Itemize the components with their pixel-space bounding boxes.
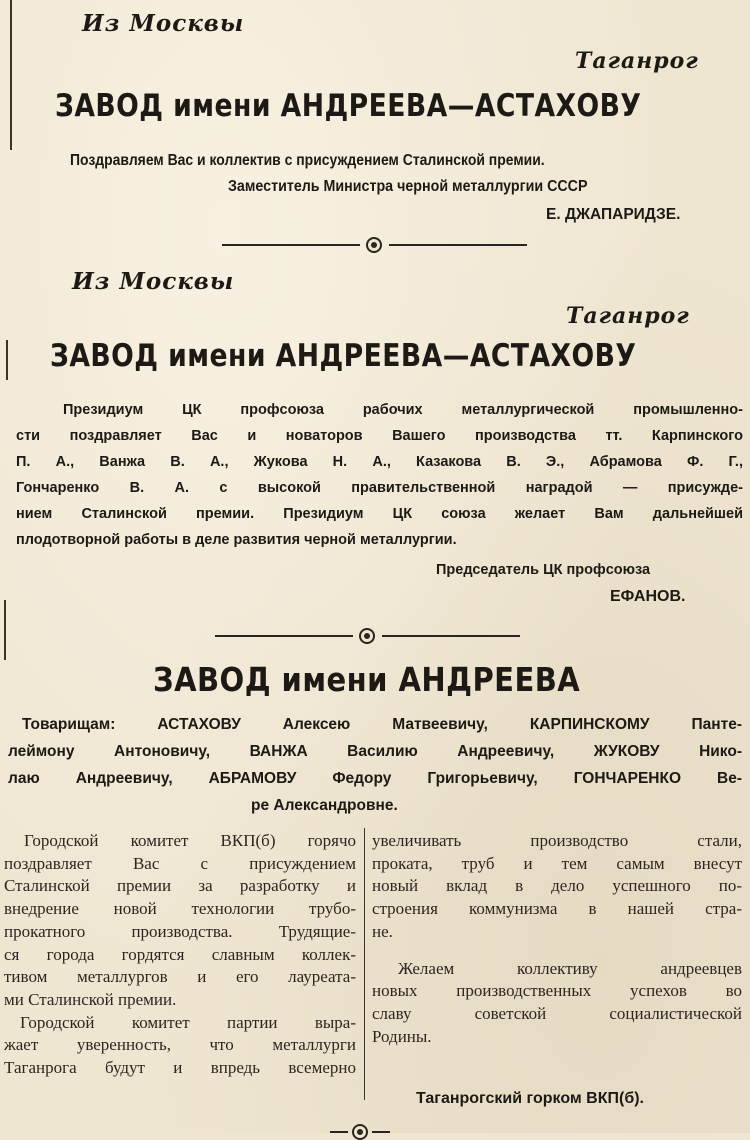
column-line: увеличивать производство стали, xyxy=(372,831,742,850)
signature-title: Председатель ЦК профсоюза xyxy=(436,562,651,578)
column-line: строения коммунизма в нашей стра- xyxy=(372,899,742,919)
signature-name: Е. ДЖАПАРИДЗЕ. xyxy=(546,206,681,223)
left-margin-rule xyxy=(10,0,12,150)
column-line: поздравляет Вас с присуждением xyxy=(4,853,356,873)
telegram-body-line: Гончаренко В. А. с высокой правительственной наградой — присужде- xyxy=(16,480,743,496)
origin-line: Из Москвы xyxy=(82,10,245,37)
destination-line: Таганрог xyxy=(575,48,699,74)
telegram-body-line: П. А., Ванжа В. А., Жукова Н. А., Казакова В. Э., Абрамова Ф. Г., xyxy=(16,454,743,470)
column-line: Желаем коллективу андреевцев xyxy=(398,958,742,978)
column-line: жает уверенность, что металлурги xyxy=(4,1035,356,1055)
signature-name: ЕФАНОВ. xyxy=(610,588,686,605)
telegram-body-line: сти поздравляет Вас и новаторов Вашего производства тт. Карпинского xyxy=(16,428,743,444)
telegram-headline: ЗАВОД имени АНДРЕЕВА xyxy=(153,660,581,699)
telegram-body-line: Поздравляем Вас и коллектив с присуждением Сталинской премии. xyxy=(70,152,545,169)
column-line: новый вклад в дело успешного по- xyxy=(372,876,742,896)
column-line: Сталинской премии за разработку и xyxy=(4,876,356,896)
column-line: Таганрога будут и впредь всемерно xyxy=(4,1058,356,1078)
section-separator xyxy=(330,1124,390,1140)
column-line: ся города гордятся славным коллек- xyxy=(4,944,356,964)
telegram-body-line: Президиум ЦК профсоюза рабочих металлургической промышленно- xyxy=(63,402,743,418)
column-line: Городской комитет ВКП(б) горячо xyxy=(24,831,356,850)
address-line: Товарищам: АСТАХОВУ Алексею Матвеевичу, КАРПИНСКОМУ Панте- xyxy=(22,716,742,733)
address-line: леймону Антоновичу, ВАНЖА Василию Андреевичу, ЖУКОВУ Нико- xyxy=(8,743,742,760)
destination-line: Таганрог xyxy=(566,303,690,329)
left-margin-rule xyxy=(4,600,6,660)
telegram-body-line: нием Сталинской премии. Президиум ЦК союза желает Вам дальнейшей xyxy=(16,506,743,522)
section-separator xyxy=(222,237,527,253)
address-line: ре Александровне. xyxy=(251,797,398,814)
left-margin-rule xyxy=(6,340,8,380)
right-column xyxy=(372,830,742,1048)
telegram-body-line: плодотворной работы в деле развития черной металлургии. xyxy=(16,532,457,548)
column-line: не. xyxy=(372,921,393,941)
column-line: проката, труб и тем самым внесут xyxy=(372,853,742,873)
column-line: Родины. xyxy=(372,1026,432,1046)
column-line: внедрение новой технологии трубо- xyxy=(4,899,356,919)
column-line: ми Сталинской премии. xyxy=(4,989,177,1009)
left-column xyxy=(4,830,356,1080)
section-separator xyxy=(215,628,520,644)
column-line: тивом металлургов и его лауреата- xyxy=(4,967,356,987)
column-line: Городской комитет партии выра- xyxy=(20,1012,356,1032)
column-line: прокатного производства. Трудящие- xyxy=(4,921,356,941)
telegram-body-line: Заместитель Министра черной металлургии СССР xyxy=(228,178,588,195)
column-divider xyxy=(364,828,365,1100)
telegram-headline: ЗАВОД имени АНДРЕЕВА—АСТАХОВУ xyxy=(55,88,642,124)
address-line: лаю Андреевичу, АБРАМОВУ Федору Григорьевичу, ГОНЧАРЕНКО Ве- xyxy=(8,770,742,787)
signature-name: Таганрогский горком ВКП(б). xyxy=(416,1090,644,1107)
column-line: новых производственных успехов во xyxy=(372,981,742,1001)
telegram-headline: ЗАВОД имени АНДРЕЕВА—АСТАХОВУ xyxy=(50,338,637,374)
origin-line: Из Москвы xyxy=(72,268,235,295)
column-line: славу советской социалистической xyxy=(372,1003,742,1023)
